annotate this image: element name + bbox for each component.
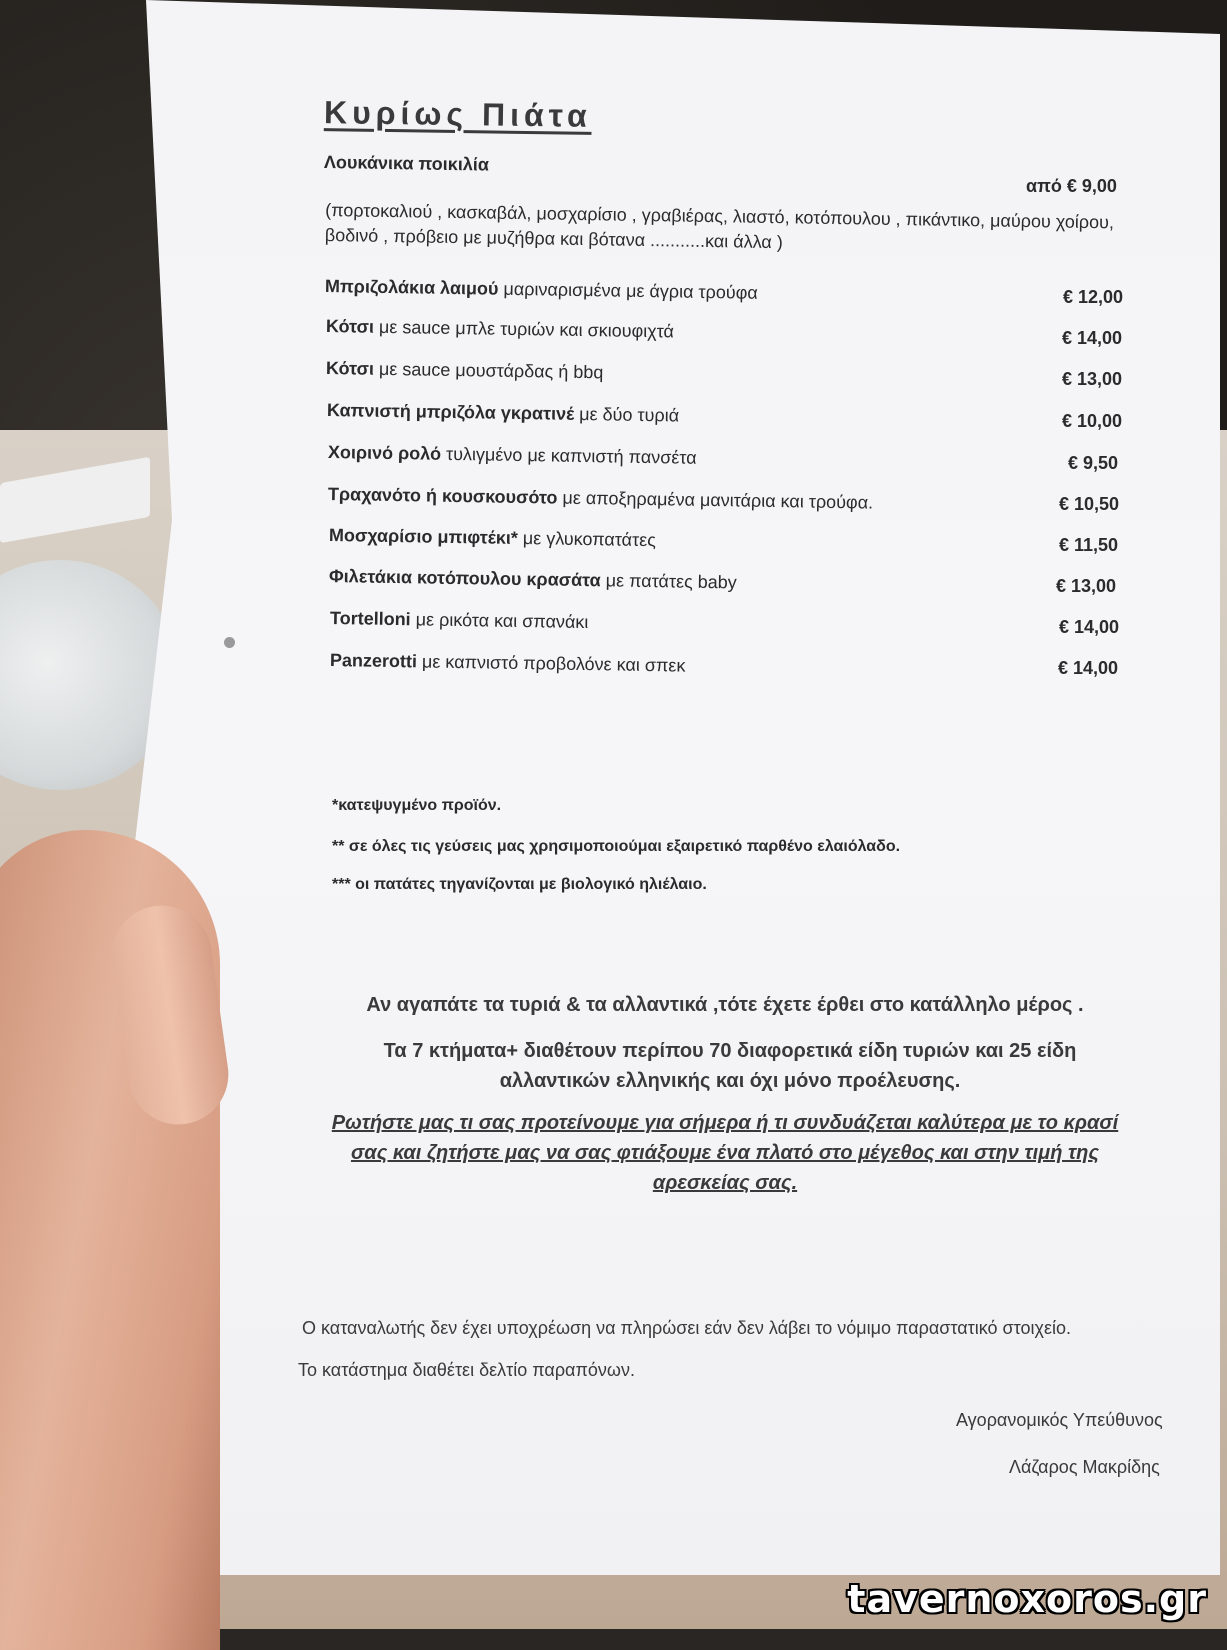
footnote: *κατεψυγμένο προϊόν.	[332, 797, 502, 814]
menu-item-price: € 12,00	[1063, 287, 1124, 307]
menu-item-name: Χοιρινό ρολό	[327, 442, 442, 464]
menu-item-detail: με sauce μπλε τυριών και σκιουφιχτά	[373, 316, 675, 342]
menu-item-detail: με γλυκοπατάτες	[517, 527, 657, 551]
promo-text: Τα 7 κτήματα+ διαθέτουν περίπου 70 διαφορετικά είδη τυριών και 25 είδη αλλαντικών ελληνικής και όχι μόνο προέλευσης.	[383, 1040, 1077, 1092]
menu-item-price: € 13,00	[1056, 576, 1117, 596]
menu-item	[326, 358, 604, 383]
menu-item-name: Μοσχαρίσιο μπιφτέκι*	[328, 525, 519, 548]
signature-role: Αγορανομικός Υπεύθυνος	[956, 1410, 1163, 1430]
promo-headline: Αν αγαπάτε τα τυριά & τα αλλαντικά ,τότε έχετε έρθει στο κατάλληλο μέρος .	[366, 994, 1084, 1016]
menu-item	[330, 608, 589, 633]
menu-item-detail: με πατάτες baby	[600, 570, 737, 593]
menu-item-name: Panzerotti	[329, 650, 418, 672]
footnote: *** οι πατάτες τηγανίζονται με βιολογικό ηλιέλαιο.	[332, 876, 707, 893]
menu-item-detail: με δύο τυριά	[574, 403, 680, 426]
menu-item-name: Καπνιστή μπριζόλα γκρατινέ	[326, 400, 575, 424]
signature-name: Λάζαρος Μακρίδης	[1009, 1457, 1160, 1477]
menu-item	[329, 566, 737, 593]
menu-item-price: € 10,00	[1062, 411, 1123, 431]
menu-item-detail: τυλιγμένο με καπνιστή πανσέτα	[440, 443, 697, 468]
menu-item-sausages	[324, 152, 489, 176]
menu-item-name: Κότσι	[325, 358, 375, 379]
menu-item-detail: με sauce μουστάρδας ή bbq	[373, 358, 604, 383]
menu-item-price: € 10,50	[1059, 494, 1120, 514]
menu-item-price: € 13,00	[1062, 369, 1123, 389]
watermark: tavernoxoros.gr	[847, 1577, 1207, 1621]
menu-item	[329, 525, 656, 551]
menu-item-name: Κότσι	[325, 316, 375, 337]
menu-item-price: από € 9,00	[1026, 176, 1117, 196]
menu-item-price: € 14,00	[1059, 617, 1120, 637]
menu-item-detail: με καπνιστό προβολόνε και σπεκ	[416, 651, 686, 676]
menu-item-price: € 14,00	[1058, 658, 1119, 678]
promo-call-to-action: Ρωτήστε μας τι σας προτείνουμε για σήμερα ή τι συνδυάζεται καλύτερα με το κρασί σας και ζητήστε μας να σας φτιάξουμε ένα πλατό στο μέγεθος και στην τιμή της αρεσκείας σας.	[331, 1112, 1119, 1194]
menu-item-detail: μαριναρισμένα με άγρια τρούφα	[498, 278, 758, 303]
legal-receipt-notice: Ο καταναλωτής δεν έχει υποχρέωση να πληρώσει εάν δεν λάβει το νόμιμο παραστατικό στοιχείο.	[302, 1318, 1071, 1338]
footnote: ** σε όλες τις γεύσεις μας χρησιμοποιούμαι εξαιρετικό παρθένο ελαιόλαδο.	[332, 838, 901, 855]
legal-complaints-notice: Το κατάστημα διαθέτει δελτίο παραπόνων.	[298, 1360, 635, 1380]
menu-item-price: € 14,00	[1062, 328, 1123, 348]
menu-item-detail: με αποξηραμένα μανιτάρια και τρούφα.	[557, 487, 874, 513]
menu-item-price: € 11,50	[1059, 535, 1119, 555]
menu-item-name: Μπριζολάκια λαιμού	[324, 276, 499, 299]
menu-item	[325, 276, 758, 304]
menu-item	[330, 650, 686, 677]
menu-item-name: Φιλετάκια κοτόπουλου κρασάτα	[328, 566, 601, 591]
menu-item-name: Λουκάνικα ποικιλία	[323, 152, 490, 175]
menu-title: Κυρίως Πιάτα	[323, 94, 592, 134]
menu-item-price: € 9,50	[1068, 453, 1119, 473]
menu-item	[327, 400, 679, 427]
menu-item	[328, 442, 697, 469]
menu-item	[326, 316, 674, 342]
menu-item-detail: με ρικότα και σπανάκι	[410, 609, 589, 633]
menu-item	[328, 484, 873, 514]
menu-item-name: Τραχανότο ή κουσκουσότο	[327, 484, 558, 508]
menu-item-name: Tortelloni	[329, 608, 411, 630]
menu-item-description: (πορτοκαλιού , κασκαβάλ, μοσχαρίσιο , γραβιέρας, λιαστό, κοτόπουλου , πικάντικο, μαύρου χοίρου, βοδινό , πρόβειο με μυζήθρα και βότανα ...........και άλλα )	[324, 200, 1115, 253]
